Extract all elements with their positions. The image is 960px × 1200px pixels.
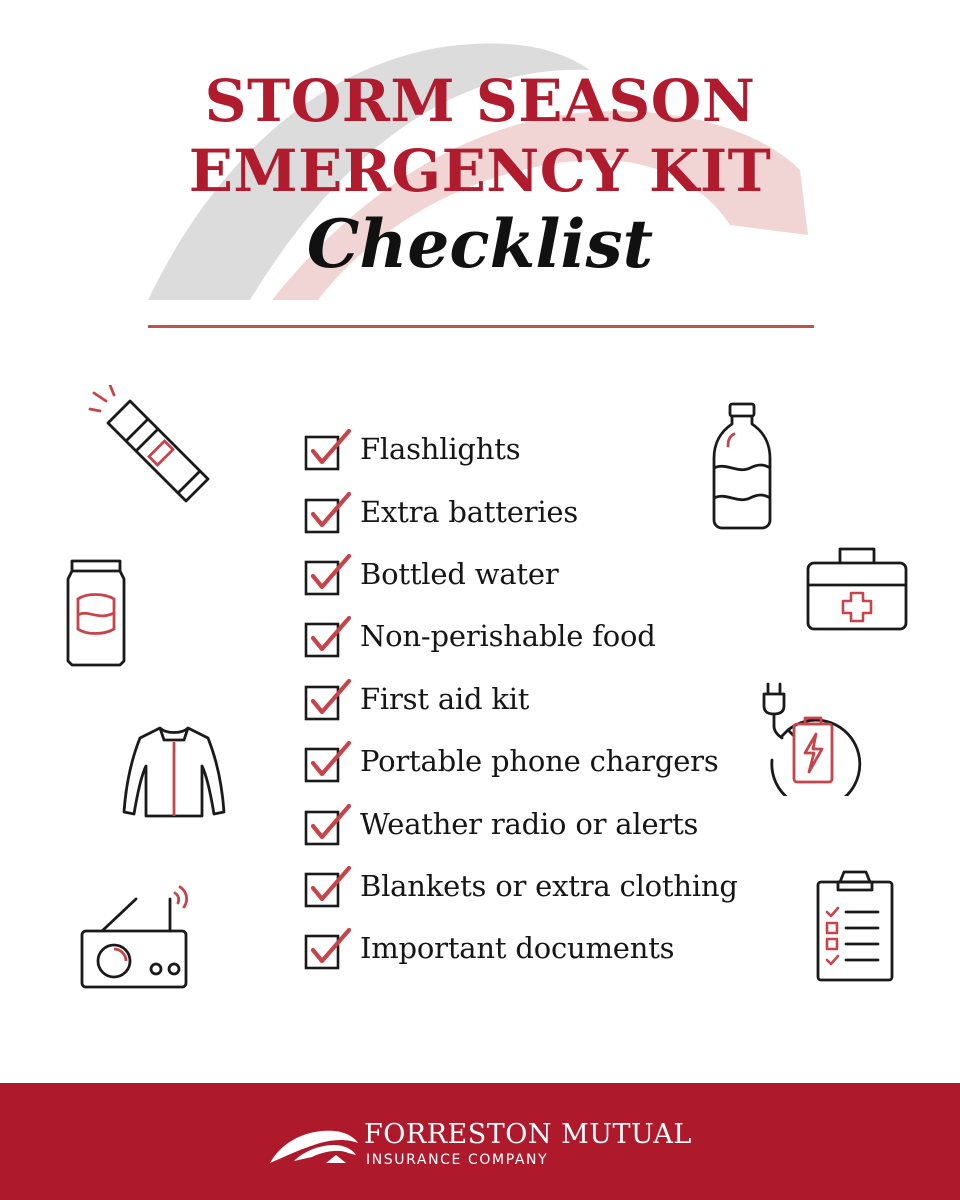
forreston-logo-icon bbox=[268, 1127, 360, 1165]
checklist-item-label: Bottled water bbox=[360, 556, 559, 591]
brand-name: FORRESTON MUTUAL bbox=[364, 1119, 692, 1150]
brand-subtitle: INSURANCE COMPANY bbox=[366, 1152, 549, 1168]
title-line-2: EMERGENCY KIT bbox=[188, 137, 772, 205]
title-line-1: STORM SEASON bbox=[204, 67, 756, 135]
checklist-item-water bbox=[304, 543, 738, 605]
battery-charger-icon bbox=[758, 680, 862, 796]
flashlight-icon bbox=[88, 385, 218, 510]
checklist-item-documents bbox=[304, 917, 738, 979]
checkbox-checked-icon bbox=[304, 862, 352, 910]
checklist-item-label: Portable phone chargers bbox=[360, 744, 719, 779]
checklist-item-label: Important documents bbox=[360, 931, 675, 966]
checkbox-checked-icon bbox=[304, 612, 352, 660]
checklist-item-radio bbox=[304, 792, 738, 854]
checklist-item-flashlights bbox=[304, 418, 738, 480]
checklist-item-batteries bbox=[304, 480, 738, 542]
checkbox-checked-icon bbox=[304, 737, 352, 785]
checkbox-checked-icon bbox=[304, 488, 352, 536]
checkbox-checked-icon bbox=[304, 800, 352, 848]
checkbox-checked-icon bbox=[304, 675, 352, 723]
jacket-icon bbox=[120, 722, 228, 822]
first-aid-kit-icon bbox=[806, 545, 908, 633]
checklist-item-label: Blankets or extra clothing bbox=[360, 868, 738, 903]
checkbox-checked-icon bbox=[304, 425, 352, 473]
radio-icon bbox=[80, 885, 190, 993]
header bbox=[0, 66, 960, 286]
checklist-item-food bbox=[304, 605, 738, 667]
checklist-item-blankets bbox=[304, 855, 738, 917]
checklist-item-chargers bbox=[304, 730, 738, 792]
checklist-item-label: Extra batteries bbox=[360, 494, 579, 529]
checklist-item-label: Weather radio or alerts bbox=[360, 806, 699, 841]
can-icon bbox=[64, 557, 128, 669]
water-bottle-icon bbox=[710, 402, 774, 530]
subtitle: Checklist bbox=[306, 205, 654, 283]
checkbox-checked-icon bbox=[304, 924, 352, 972]
checklist-item-label: First aid kit bbox=[360, 681, 530, 716]
checklist bbox=[304, 418, 738, 980]
checkbox-checked-icon bbox=[304, 550, 352, 598]
clipboard-icon bbox=[816, 868, 894, 984]
checklist-item-first-aid bbox=[304, 668, 738, 730]
divider bbox=[148, 325, 814, 328]
checklist-item-label: Flashlights bbox=[360, 432, 521, 467]
footer bbox=[0, 1083, 960, 1200]
checklist-item-label: Non-perishable food bbox=[360, 619, 656, 654]
